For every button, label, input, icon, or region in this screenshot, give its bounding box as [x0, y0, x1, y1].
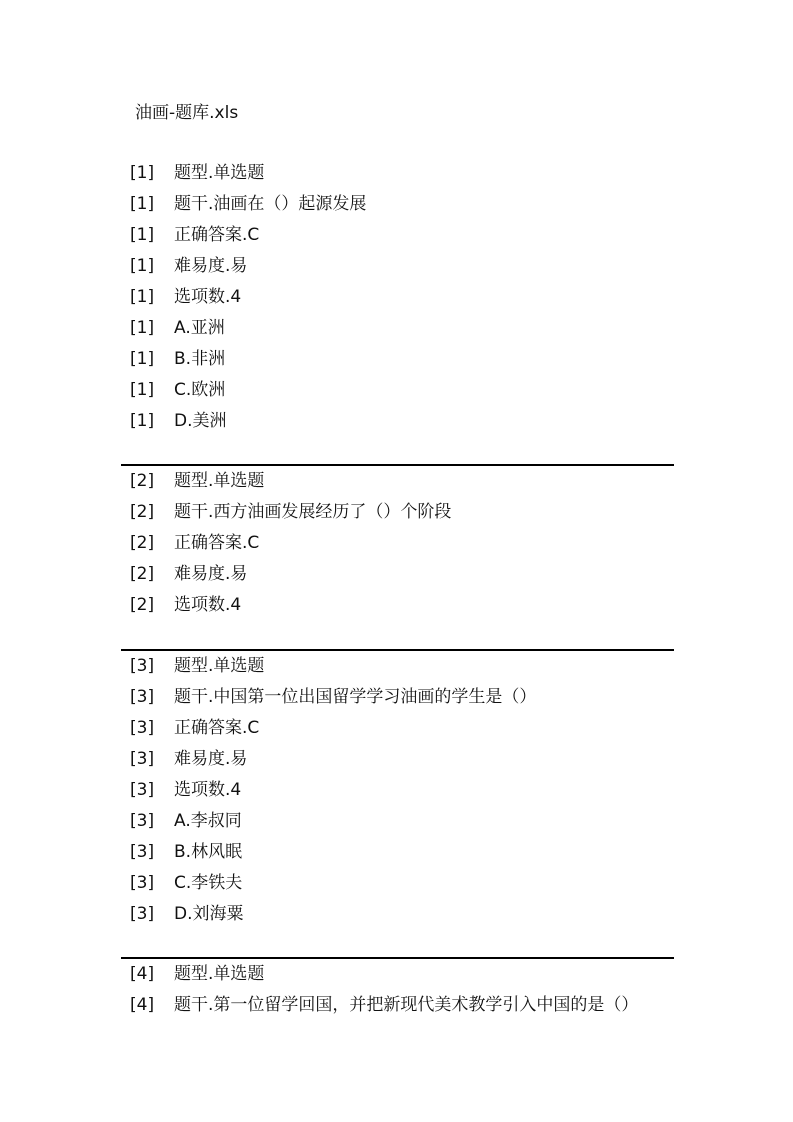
- question-row: [121, 744, 674, 775]
- question-field: 难易度.易: [174, 564, 248, 584]
- question-number: [3]: [130, 687, 155, 707]
- question-field: 题干.油画在（）起源发展: [174, 194, 367, 214]
- question-field: B.非洲: [174, 349, 226, 369]
- question-number: [3]: [130, 656, 155, 676]
- question-field: A.亚洲: [174, 318, 225, 338]
- question-number: [1]: [130, 163, 155, 183]
- question-row: [121, 528, 674, 559]
- question-row: [121, 682, 674, 713]
- question-number: [3]: [130, 780, 155, 800]
- file-title: 油画-题库.xls: [135, 103, 239, 123]
- question-row: [121, 806, 674, 837]
- question-field: 选项数.4: [174, 595, 242, 615]
- question-field: 正确答案.C: [174, 225, 260, 245]
- question-number: [2]: [130, 564, 155, 584]
- question-field: D.美洲: [174, 411, 227, 431]
- question-number: [3]: [130, 904, 155, 924]
- question-field: 难易度.易: [174, 256, 248, 276]
- question-field: 难易度.易: [174, 749, 248, 769]
- question-field: 选项数.4: [174, 287, 242, 307]
- question-field: 选项数.4: [174, 780, 242, 800]
- question-field: B.林风眠: [174, 842, 243, 862]
- question-field: C.欧洲: [174, 380, 226, 400]
- question-number: [3]: [130, 873, 155, 893]
- question-row: [121, 590, 674, 621]
- question-row: [121, 375, 674, 406]
- question-row: [121, 282, 674, 313]
- question-field: 题干.西方油画发展经历了（）个阶段: [174, 502, 452, 522]
- question-row: [121, 959, 674, 990]
- question-number: [1]: [130, 225, 155, 245]
- question-row: [121, 220, 674, 251]
- question-field: 题型.单选题: [174, 163, 265, 183]
- question-field: 题干.中国第一位出国留学学习油画的学生是（）: [174, 687, 537, 707]
- question-row: [121, 775, 674, 806]
- question-number: [4]: [130, 995, 155, 1015]
- question-row: [121, 406, 674, 437]
- question-row: [121, 990, 674, 1021]
- question-number: [1]: [130, 256, 155, 276]
- question-block-3: [121, 649, 674, 930]
- question-row: [121, 868, 674, 899]
- question-number: [3]: [130, 811, 155, 831]
- question-number: [1]: [130, 194, 155, 214]
- question-row: [121, 651, 674, 682]
- question-row: [121, 466, 674, 497]
- question-field: 正确答案.C: [174, 533, 260, 553]
- question-block-4: [121, 957, 674, 1021]
- question-field: 题型.单选题: [174, 964, 265, 984]
- question-number: [2]: [130, 533, 155, 553]
- question-field: A.李叔同: [174, 811, 242, 831]
- question-row: [121, 344, 674, 375]
- question-row: [121, 158, 674, 189]
- question-field: 正确答案.C: [174, 718, 260, 738]
- question-field: 题型.单选题: [174, 656, 265, 676]
- question-number: [4]: [130, 964, 155, 984]
- question-row: [121, 559, 674, 590]
- question-row: [121, 313, 674, 344]
- question-number: [3]: [130, 718, 155, 738]
- question-block-2: [121, 464, 674, 621]
- question-number: [1]: [130, 380, 155, 400]
- question-number: [1]: [130, 411, 155, 431]
- question-block-1: [121, 158, 674, 437]
- question-row: [121, 837, 674, 868]
- question-field: 题干.第一位留学回国，并把新现代美术教学引入中国的是（）: [174, 995, 639, 1015]
- question-field: C.李铁夫: [174, 873, 243, 893]
- question-number: [2]: [130, 595, 155, 615]
- question-number: [1]: [130, 318, 155, 338]
- question-number: [3]: [130, 842, 155, 862]
- question-row: [121, 497, 674, 528]
- question-row: [121, 899, 674, 930]
- question-number: [1]: [130, 349, 155, 369]
- question-row: [121, 189, 674, 220]
- question-number: [2]: [130, 502, 155, 522]
- question-field: 题型.单选题: [174, 471, 265, 491]
- question-number: [3]: [130, 749, 155, 769]
- question-number: [2]: [130, 471, 155, 491]
- question-row: [121, 713, 674, 744]
- question-field: D.刘海粟: [174, 904, 244, 924]
- question-row: [121, 251, 674, 282]
- question-number: [1]: [130, 287, 155, 307]
